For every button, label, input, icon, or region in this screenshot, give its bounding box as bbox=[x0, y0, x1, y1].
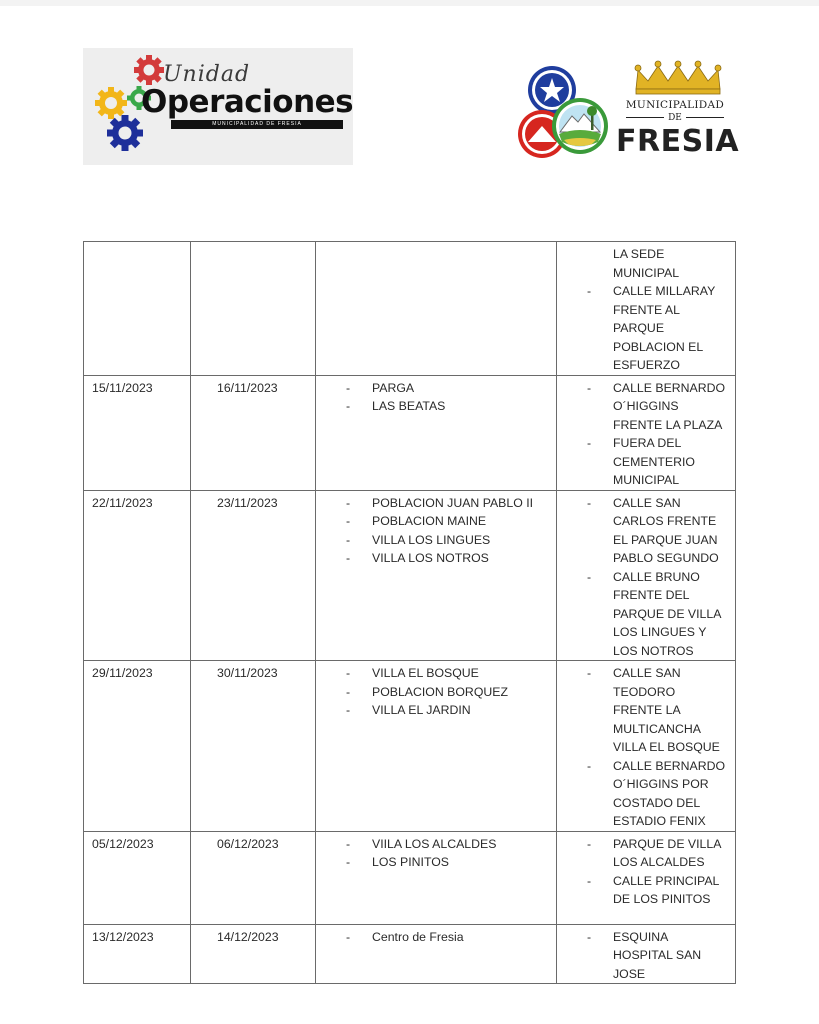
end-date-cell bbox=[191, 375, 316, 490]
meeting-point-line: - CALLE BERNARDO bbox=[557, 379, 735, 398]
meeting-point-line: LA SEDE bbox=[613, 247, 665, 261]
logo-line-de: DE bbox=[616, 113, 734, 123]
end-date: 14/12/2023 bbox=[217, 929, 279, 944]
meeting-point-line: PARQUE DE VILLA bbox=[613, 606, 722, 621]
end-date-cell bbox=[191, 661, 316, 832]
start-date bbox=[84, 242, 190, 245]
meeting-point-line: TEODORO bbox=[613, 684, 676, 699]
sectors-cell bbox=[316, 661, 557, 832]
logo-main-word: Operaciones bbox=[141, 84, 354, 120]
logo-line-fresia: FRESIA bbox=[616, 124, 740, 159]
sector-item: - LOS PINITOS bbox=[316, 853, 556, 872]
meeting-point-line: - CALLE BRUNO bbox=[557, 568, 735, 587]
meeting-point-line: FRENTE AL bbox=[613, 302, 680, 317]
meeting-point-line: PABLO SEGUNDO bbox=[613, 551, 719, 565]
meeting-point-line: - CALLE MILLARAY bbox=[557, 282, 735, 301]
sector-item: - LAS BEATAS bbox=[316, 397, 556, 416]
end-date-cell bbox=[191, 831, 316, 924]
meeting-point-line: COSTADO DEL bbox=[613, 795, 701, 810]
sector-item: - POBLACION JUAN PABLO II bbox=[316, 494, 556, 513]
meeting-points-cell bbox=[557, 490, 736, 661]
meeting-point-line: FRENTE LA PLAZA bbox=[613, 417, 723, 432]
sectors-cell bbox=[316, 242, 557, 376]
logo-band: MUNICIPALIDAD DE FRESIA bbox=[171, 120, 343, 129]
meeting-point-line: FRENTE DEL bbox=[613, 588, 690, 602]
meeting-point-line: O´HIGGINS POR bbox=[613, 777, 709, 791]
table-row bbox=[84, 924, 736, 984]
table-row bbox=[84, 242, 736, 376]
meeting-point-line: LOS LINGUES Y bbox=[613, 625, 707, 639]
table-row bbox=[84, 375, 736, 490]
sector-item: - VILLA LOS LINGUES bbox=[316, 531, 556, 550]
sectors-cell bbox=[316, 490, 557, 661]
start-date-cell bbox=[84, 490, 191, 661]
end-date bbox=[191, 242, 315, 245]
start-date-cell bbox=[84, 831, 191, 924]
schedule-table-body bbox=[84, 242, 736, 984]
meeting-point-line: CARLOS FRENTE bbox=[613, 514, 717, 528]
meeting-point-line: MUNICIPAL bbox=[613, 473, 680, 487]
table-row bbox=[84, 490, 736, 661]
sector-item: - VIILA LOS ALCALDES bbox=[316, 835, 556, 854]
meeting-points-cell bbox=[557, 831, 736, 924]
meeting-points-cell bbox=[557, 924, 736, 984]
meeting-point-line: ESTADIO FENIX bbox=[613, 814, 706, 828]
meeting-point-line: - ESQUINA bbox=[557, 928, 735, 947]
sector-item: - POBLACION MAINE bbox=[316, 512, 556, 531]
start-date-cell bbox=[84, 661, 191, 832]
sector-item: - Centro de Fresia bbox=[316, 928, 556, 947]
top-strip bbox=[0, 0, 819, 6]
sectors-cell bbox=[316, 375, 557, 490]
meeting-point-line: LOS ALCALDES bbox=[613, 855, 705, 869]
meeting-point-line: MULTICANCHA bbox=[613, 721, 701, 736]
meeting-point-line: - FUERA DEL bbox=[557, 434, 735, 453]
schedule-table bbox=[83, 241, 736, 984]
sectors-cell bbox=[316, 831, 557, 924]
municipalidad-fresia-logo bbox=[512, 56, 740, 166]
start-date-cell bbox=[84, 375, 191, 490]
meeting-point-line: ESFUERZO bbox=[613, 358, 680, 372]
meeting-point-line: FRENTE LA bbox=[613, 703, 681, 717]
meeting-point-line: EL PARQUE JUAN bbox=[613, 532, 718, 547]
start-date: 15/11/2023 bbox=[92, 380, 153, 395]
end-date-cell bbox=[191, 490, 316, 661]
meeting-point-line: - CALLE SAN bbox=[557, 664, 735, 683]
table-row bbox=[84, 661, 736, 832]
sector-item: - PARGA bbox=[316, 379, 556, 398]
meeting-point-line: - CALLE PRINCIPAL bbox=[557, 872, 735, 891]
sector-item: - VILLA EL JARDIN bbox=[316, 701, 556, 720]
meeting-point-line: LOS NOTROS bbox=[613, 643, 694, 658]
end-date: 23/11/2023 bbox=[217, 495, 278, 510]
table-row bbox=[84, 831, 736, 924]
sector-item: - POBLACION BORQUEZ bbox=[316, 683, 556, 702]
meeting-point-line: - CALLE SAN bbox=[557, 494, 735, 513]
start-date: 22/11/2023 bbox=[92, 495, 153, 510]
sector-item: - VILLA EL BOSQUE bbox=[316, 664, 556, 683]
start-date-cell bbox=[84, 924, 191, 984]
meeting-points-cell bbox=[557, 375, 736, 490]
meeting-point-line: DE LOS PINITOS bbox=[613, 892, 711, 906]
meeting-point-line: VILLA EL BOSQUE bbox=[613, 740, 720, 754]
unidad-operaciones-logo bbox=[83, 48, 353, 165]
meeting-points-cell bbox=[557, 661, 736, 832]
meeting-point-line: HOSPITAL SAN bbox=[613, 948, 702, 962]
start-date: 13/12/2023 bbox=[92, 929, 154, 944]
start-date: 05/12/2023 bbox=[92, 836, 154, 851]
meeting-point-line: PARQUE bbox=[613, 321, 665, 335]
meeting-points-cell bbox=[557, 242, 736, 376]
meeting-point-line: POBLACION EL bbox=[613, 339, 704, 354]
meeting-point-line: JOSE bbox=[613, 966, 646, 981]
meeting-point-line: - PARQUE DE VILLA bbox=[557, 835, 735, 854]
meeting-point-line: CEMENTERIO bbox=[613, 454, 695, 469]
end-date: 06/12/2023 bbox=[217, 836, 279, 851]
end-date-cell bbox=[191, 242, 316, 376]
sector-item: - VILLA LOS NOTROS bbox=[316, 549, 556, 568]
logo-script-word: Unidad bbox=[163, 62, 251, 87]
meeting-point-line: O´HIGGINS bbox=[613, 399, 679, 413]
end-date: 16/11/2023 bbox=[217, 380, 278, 395]
meeting-point-line: MUNICIPAL bbox=[613, 265, 680, 280]
start-date-cell bbox=[84, 242, 191, 376]
sectors-cell bbox=[316, 924, 557, 984]
end-date: 30/11/2023 bbox=[217, 666, 278, 680]
end-date-cell bbox=[191, 924, 316, 984]
meeting-point-line: - CALLE BERNARDO bbox=[557, 757, 735, 776]
logo-line-municipalidad: MUNICIPALIDAD bbox=[625, 99, 725, 111]
start-date: 29/11/2023 bbox=[92, 666, 153, 680]
